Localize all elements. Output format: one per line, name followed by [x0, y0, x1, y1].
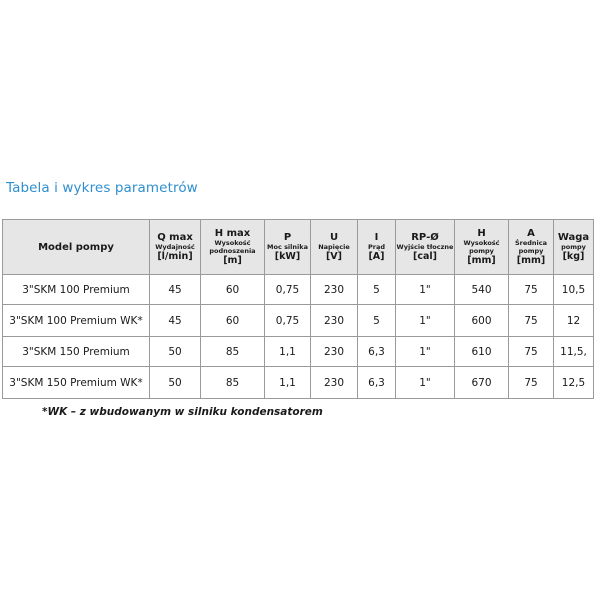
header-unit: [V]	[325, 251, 343, 262]
table-cell: 1"	[396, 305, 455, 337]
header-desc: Napięcie	[318, 243, 350, 251]
header-desc: Średnica pompy	[514, 239, 548, 255]
parameters-table-container	[2, 219, 593, 399]
section-title: Tabela i wykres parametrów	[6, 180, 198, 196]
header-weight	[554, 220, 594, 275]
table-cell: 5	[358, 305, 396, 337]
table-cell: 1"	[396, 367, 455, 399]
header-outlet	[396, 220, 455, 275]
table-cell: 85	[201, 367, 265, 399]
header-symbol: I	[374, 232, 379, 243]
table-cell: 10,5	[554, 275, 594, 305]
header-power	[265, 220, 311, 275]
table-cell: 1,1	[265, 367, 311, 399]
table-cell: 5	[358, 275, 396, 305]
header-symbol: RP-Ø	[411, 232, 439, 243]
table-cell: 600	[455, 305, 509, 337]
header-desc: Wyjście tłoczne	[396, 243, 454, 251]
header-desc: Prąd	[367, 243, 385, 251]
model-cell: 3"SKM 150 Premium	[3, 337, 150, 367]
table-cell: 12	[554, 305, 594, 337]
table-cell: 6,3	[358, 367, 396, 399]
table-cell: 1"	[396, 275, 455, 305]
model-cell: 3"SKM 100 Premium WK*	[3, 305, 150, 337]
parameters-table	[2, 219, 594, 399]
table-cell: 75	[509, 337, 554, 367]
header-unit: [kg]	[562, 251, 585, 262]
table-row	[3, 275, 594, 305]
table-cell: 1,1	[265, 337, 311, 367]
header-symbol: H max	[214, 228, 251, 239]
header-symbol: Q max	[157, 232, 193, 243]
header-desc: Moc silnika	[267, 243, 308, 251]
header-h-max	[201, 220, 265, 275]
header-voltage	[311, 220, 358, 275]
table-cell: 0,75	[265, 305, 311, 337]
header-unit: [kW]	[274, 251, 301, 262]
header-desc: Wysokość podnoszenia	[209, 239, 256, 255]
table-cell: 540	[455, 275, 509, 305]
table-row	[3, 305, 594, 337]
table-row	[3, 367, 594, 399]
table-cell: 230	[311, 275, 358, 305]
table-cell: 50	[150, 367, 201, 399]
header-unit: [A]	[368, 251, 385, 262]
header-unit: [mm]	[467, 255, 496, 266]
table-cell: 230	[311, 305, 358, 337]
table-cell: 610	[455, 337, 509, 367]
table-cell: 1"	[396, 337, 455, 367]
table-cell: 230	[311, 337, 358, 367]
header-desc: Wydajność	[155, 243, 195, 251]
header-unit: [cal]	[413, 251, 437, 262]
header-pump-height	[455, 220, 509, 275]
table-cell: 230	[311, 367, 358, 399]
table-row	[3, 337, 594, 367]
table-cell: 75	[509, 275, 554, 305]
table-cell: 75	[509, 367, 554, 399]
model-cell: 3"SKM 100 Premium	[3, 275, 150, 305]
model-cell: 3"SKM 150 Premium WK*	[3, 367, 150, 399]
header-diameter	[509, 220, 554, 275]
table-cell: 50	[150, 337, 201, 367]
header-unit: [m]	[223, 255, 242, 266]
table-header-row	[3, 220, 594, 275]
header-symbol: H	[477, 228, 486, 239]
table-cell: 670	[455, 367, 509, 399]
footnote: *WK – z wbudowanym w silniku kondensatorem	[42, 406, 323, 418]
header-unit: [l/min]	[157, 251, 193, 262]
table-cell: 60	[201, 305, 265, 337]
table-cell: 11,5,	[554, 337, 594, 367]
header-symbol: U	[329, 232, 339, 243]
header-current	[358, 220, 396, 275]
model-header: Model pompy	[3, 220, 150, 275]
table-cell: 6,3	[358, 337, 396, 367]
table-cell: 45	[150, 305, 201, 337]
header-symbol: P	[283, 232, 292, 243]
header-desc: pompy	[561, 243, 586, 251]
table-cell: 85	[201, 337, 265, 367]
header-symbol: Waga	[557, 232, 590, 243]
table-cell: 0,75	[265, 275, 311, 305]
header-symbol: A	[527, 228, 535, 239]
table-cell: 45	[150, 275, 201, 305]
header-unit: [mm]	[516, 255, 546, 266]
header-desc: Wysokość pompy	[463, 239, 500, 255]
table-cell: 75	[509, 305, 554, 337]
table-cell: 12,5	[554, 367, 594, 399]
table-cell: 60	[201, 275, 265, 305]
header-q-max	[150, 220, 201, 275]
